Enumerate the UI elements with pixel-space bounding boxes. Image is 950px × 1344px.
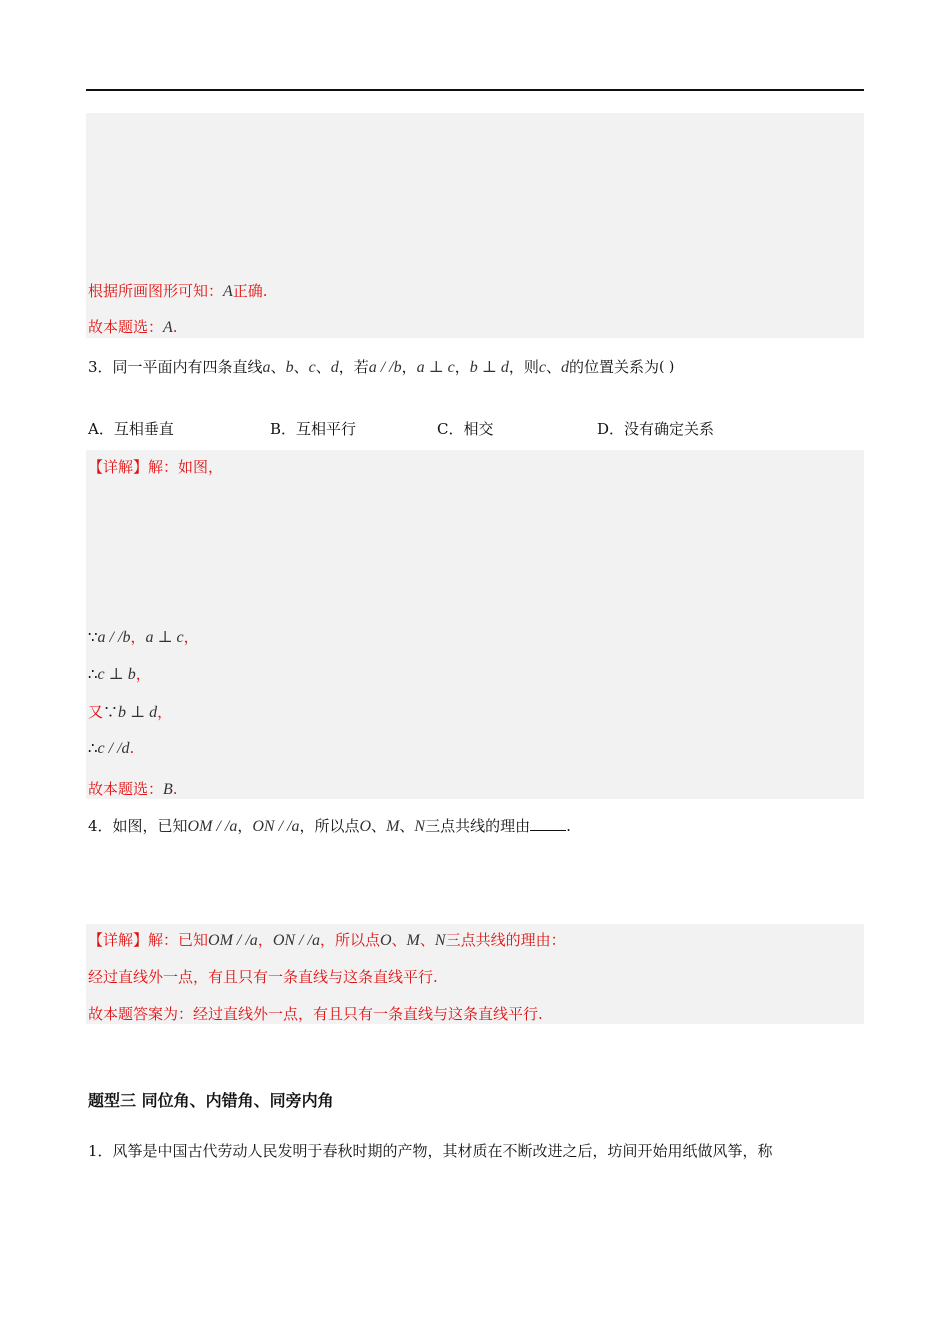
solution-heading: 【详解】解：已知OM / /a，ON / /a，所以点O、M、N三点共线的理由： (88, 931, 566, 949)
solution-heading: 【详解】解：如图， (88, 458, 224, 476)
solution-step-1: ∵a / /b，a ⊥ c， (88, 628, 199, 646)
question-4: 4．如图，已知OM / /a，ON / /a，所以点O、M、N三点共线的理由 . (88, 817, 571, 835)
solution-step-2: ∴c ⊥ b， (88, 665, 151, 683)
solution-step-3: 又∵b ⊥ d， (88, 703, 173, 721)
option-a: A．互相垂直 (88, 420, 174, 438)
solution-answer: 故本题选：B. (88, 780, 178, 798)
solution-answer: 故本题答案为：经过直线外一点，有且只有一条直线与这条直线平行. (88, 1005, 543, 1023)
section-heading: 题型三 同位角、内错角、同旁内角 (88, 1091, 334, 1110)
solution-line: 根据所画图形可知：A正确. (88, 282, 268, 300)
solution-step-4: ∴c / /d. (88, 739, 135, 757)
solution-answer: 故本题选：A. (88, 318, 178, 336)
answer-blank (530, 816, 566, 831)
question-1: 1．风筝是中国古代劳动人民发明于春秋时期的产物，其材质在不断改进之后，坊间开始用纸做风筝，称 (88, 1142, 773, 1160)
header-rule (86, 89, 864, 91)
question-3: 3．同一平面内有四条直线a、b、c、d，若a / /b，a ⊥ c，b ⊥ d，则c、d的位置关系为( ) (88, 358, 675, 376)
solution-step-1: 经过直线外一点，有且只有一条直线与这条直线平行. (88, 968, 438, 986)
option-d: D．没有确定关系 (597, 420, 715, 438)
option-c: C．相交 (437, 420, 494, 438)
option-b: B．互相平行 (270, 420, 357, 438)
solution-block-q2 (86, 113, 864, 338)
solution-block-q3 (86, 450, 864, 799)
